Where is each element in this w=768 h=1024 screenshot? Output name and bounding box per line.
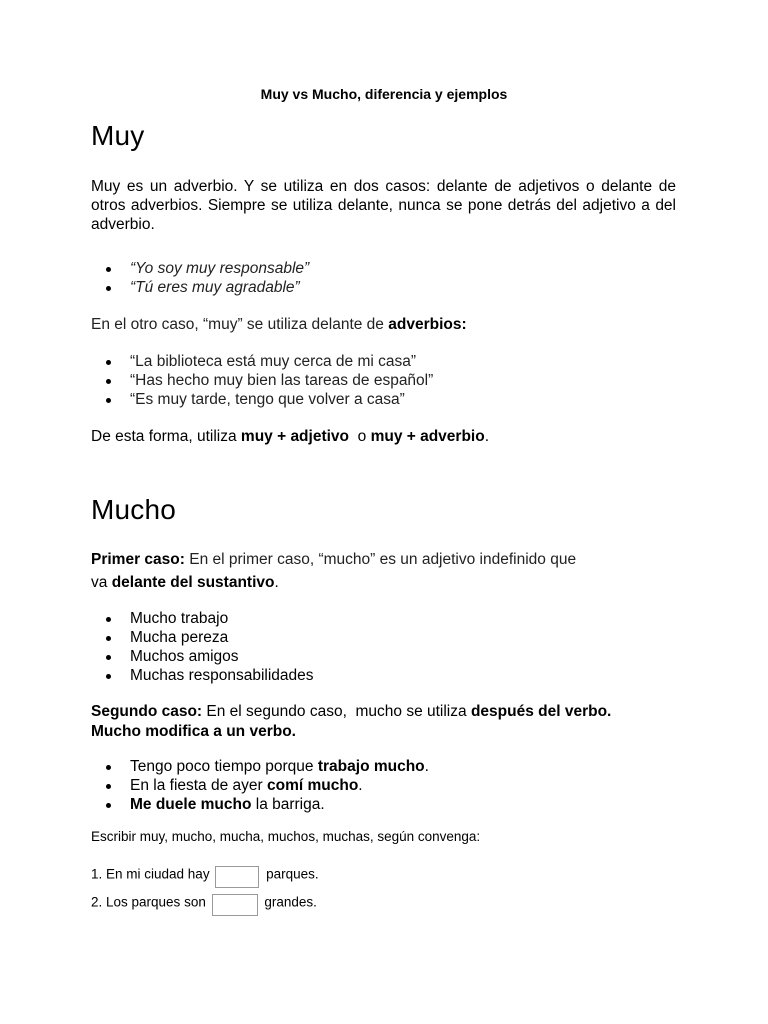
mucho-first-case-paragraph: Primer caso: En el primer caso, “mucho” es un adjetivo indefinido que va delante del sustantivo. — [91, 551, 577, 591]
list-item: Muchas responsabilidades — [91, 666, 314, 685]
list-item: “Yo soy muy responsable” — [91, 259, 309, 278]
bullet-icon — [106, 379, 111, 384]
bullet-icon — [106, 360, 111, 365]
bullet-icon — [106, 617, 111, 622]
mucho-noun-examples — [91, 609, 314, 685]
list-item: Tengo poco tiempo porque trabajo mucho. — [91, 757, 429, 776]
bullet-icon — [106, 398, 111, 403]
heading-mucho: Mucho — [91, 494, 177, 525]
bullet-icon — [106, 267, 111, 272]
list-item: Mucha pereza — [91, 628, 314, 647]
bullet-icon — [106, 803, 111, 808]
mucho-verb-examples — [91, 757, 429, 814]
exercise-item-1: 1. En mi ciudad hay parques. — [91, 866, 319, 888]
muy-other-case-paragraph: En el otro caso, “muy” se utiliza delante de adverbios: — [91, 316, 467, 333]
muy-intro-paragraph: Muy es un adverbio. Y se utiliza en dos casos: delante de adjetivos o delante de otros adverbios. Siempre se utiliza delante, nunca se pone detrás del adjetivo a del adverbio. — [91, 178, 676, 233]
muy-adjective-examples — [91, 259, 309, 297]
bullet-icon — [106, 765, 111, 770]
mucho-second-case-paragraph: Segundo caso: En el segundo caso, mucho se utiliza después del verbo. Mucho modifica a un verbo. — [91, 703, 612, 740]
list-item: “Es muy tarde, tengo que volver a casa” — [91, 390, 433, 409]
list-item: “Has hecho muy bien las tareas de español” — [91, 371, 433, 390]
list-item: Muchos amigos — [91, 647, 314, 666]
list-item: En la fiesta de ayer comí mucho. — [91, 776, 429, 795]
muy-summary-paragraph: De esta forma, utiliza muy + adjetivo o muy + adverbio. — [91, 428, 490, 445]
exercise-item-2: 2. Los parques son grandes. — [91, 894, 317, 916]
muy-adverb-examples — [91, 352, 433, 409]
list-item: “Tú eres muy agradable” — [91, 278, 309, 297]
bullet-icon — [106, 636, 111, 641]
list-item: Mucho trabajo — [91, 609, 314, 628]
bullet-icon — [106, 784, 111, 789]
answer-input-2[interactable] — [212, 894, 258, 916]
bullet-icon — [106, 655, 111, 660]
exercise-instruction: Escribir muy, mucho, mucha, muchos, muchas, según convenga: — [91, 829, 481, 844]
list-item: Me duele mucho la barriga. — [91, 795, 429, 814]
heading-muy: Muy — [91, 120, 145, 151]
document-title: Muy vs Mucho, diferencia y ejemplos — [260, 86, 508, 102]
list-item: “La biblioteca está muy cerca de mi casa” — [91, 352, 433, 371]
answer-input-1[interactable] — [215, 866, 259, 888]
bullet-icon — [106, 286, 111, 291]
bullet-icon — [106, 674, 111, 679]
